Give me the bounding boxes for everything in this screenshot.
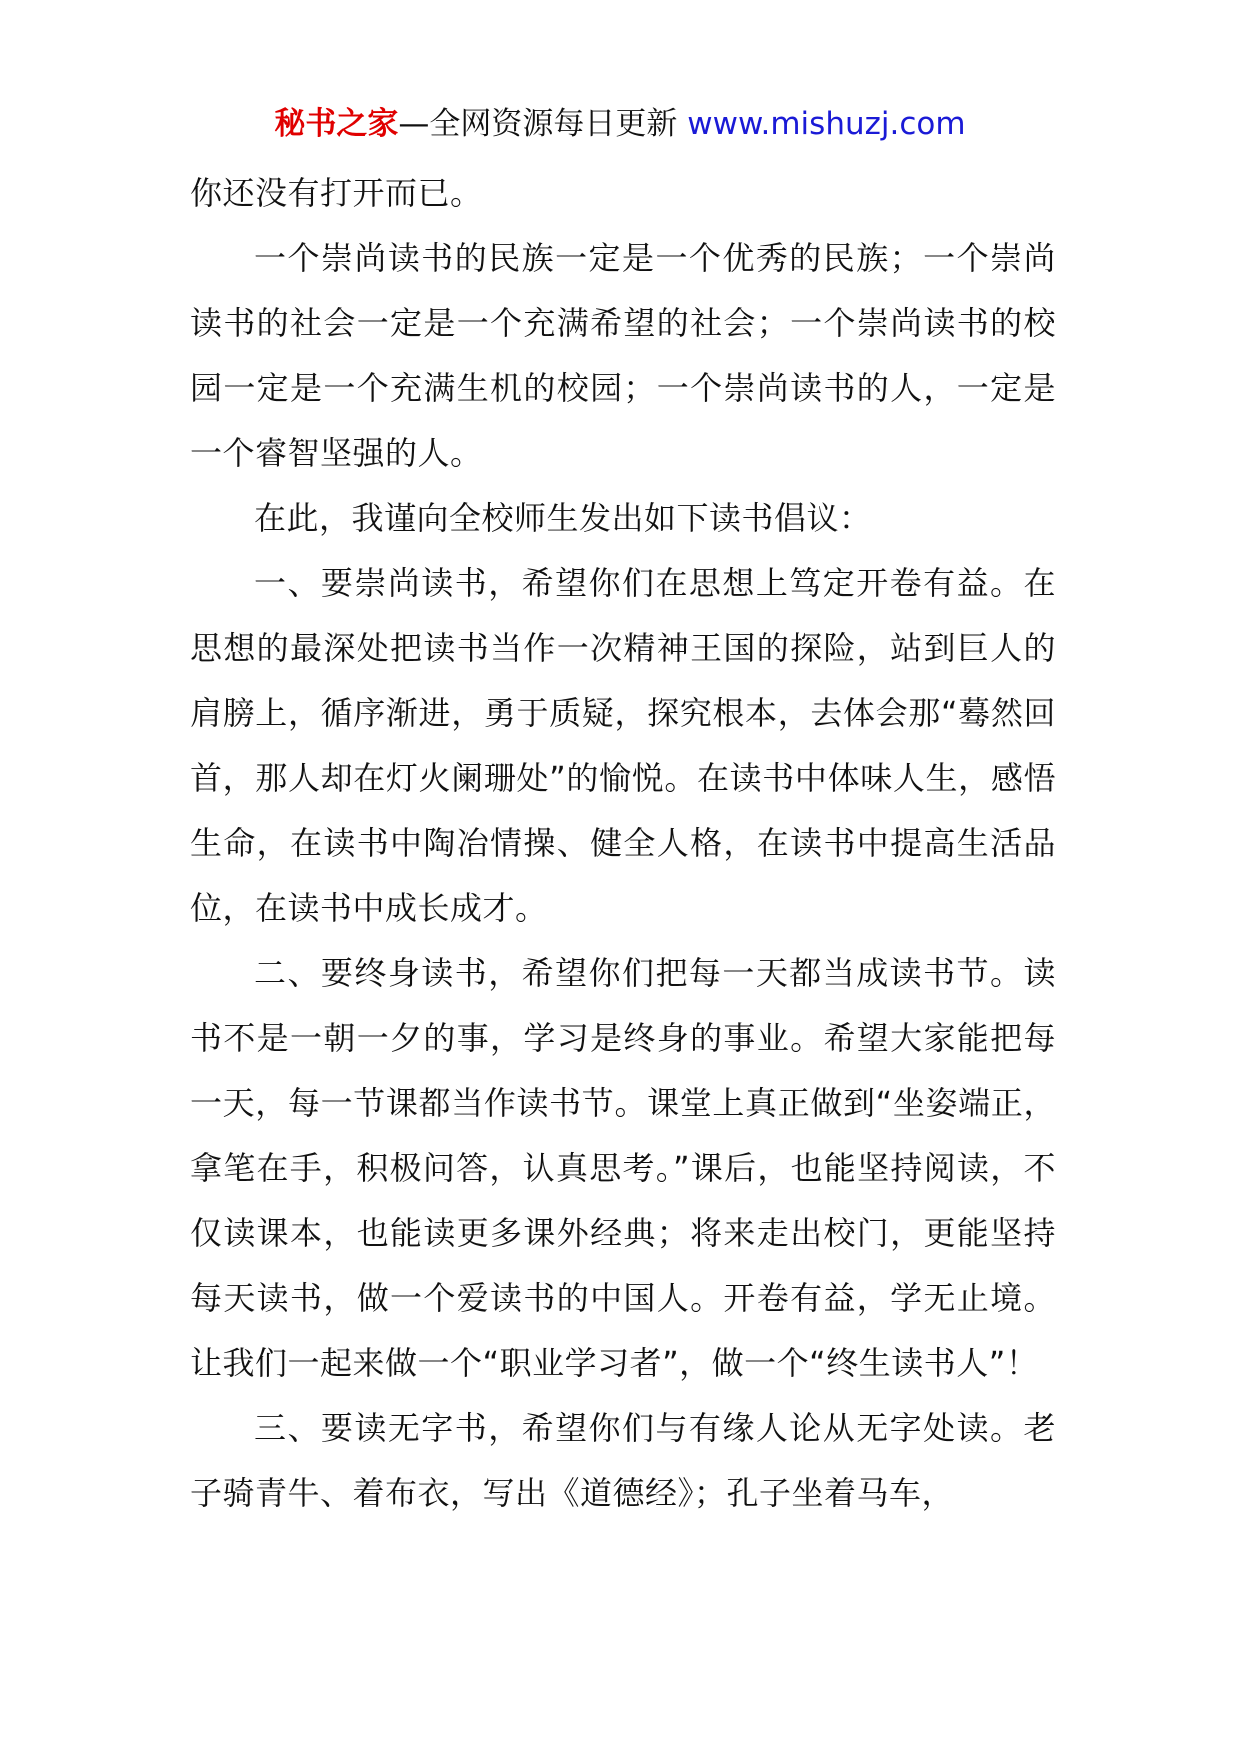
website-link[interactable]: www.mishuzj.com — [687, 106, 966, 142]
paragraph: 一个崇尚读书的民族一定是一个优秀的民族；一个崇尚读书的社会一定是一个充满希望的社会；一个崇尚读书的校园一定是一个充满生机的校园；一个崇尚读书的人，一定是一个睿智坚强的人。 — [190, 239, 1056, 472]
proposal-item-1: 一、要崇尚读书，希望你们在思想上笃定开卷有益。在思想的最深处把读书当作一次精神王国的探险，站到巨人的肩膀上，循序渐进，勇于质疑，探究根本，去体会那“蓦然回首，那人却在灯火阑珊处”的愉悦。在读书中体味人生，感悟生命，在读书中陶冶情操、健全人格，在读书中提高生活品位，在读书中成长成才。 — [190, 564, 1056, 927]
document-body — [190, 161, 1056, 1526]
paragraph-continuation: 你还没有打开而已。 — [190, 174, 483, 212]
proposal-item-3: 三、要读无字书，希望你们与有缘人论从无字处读。老子骑青牛、着布衣，写出《道德经》；孔子坐着马车， — [190, 1409, 1056, 1512]
header-slogan: —全网资源每日更新 — [398, 106, 678, 142]
paragraph: 在此，我谨向全校师生发出如下读书倡议： — [254, 499, 872, 537]
proposal-item-2: 二、要终身读书，希望你们把每一天都当成读书节。读书不是一朝一夕的事，学习是终身的事业。希望大家能把每一天，每一节课都当作读书节。课堂上真正做到“坐姿端正，拿笔在手，积极问答，认真思考。”课后，也能坚持阅读，不仅读课本，也能读更多课外经典；将来走出校门，更能坚持每天读书，做一个爱读书的中国人。开卷有益，学无止境。让我们一起来做一个“职业学习者”，做一个“终生读书人”！ — [190, 954, 1056, 1382]
page-header — [0, 100, 1240, 148]
brand-name: 秘书之家 — [274, 106, 399, 142]
